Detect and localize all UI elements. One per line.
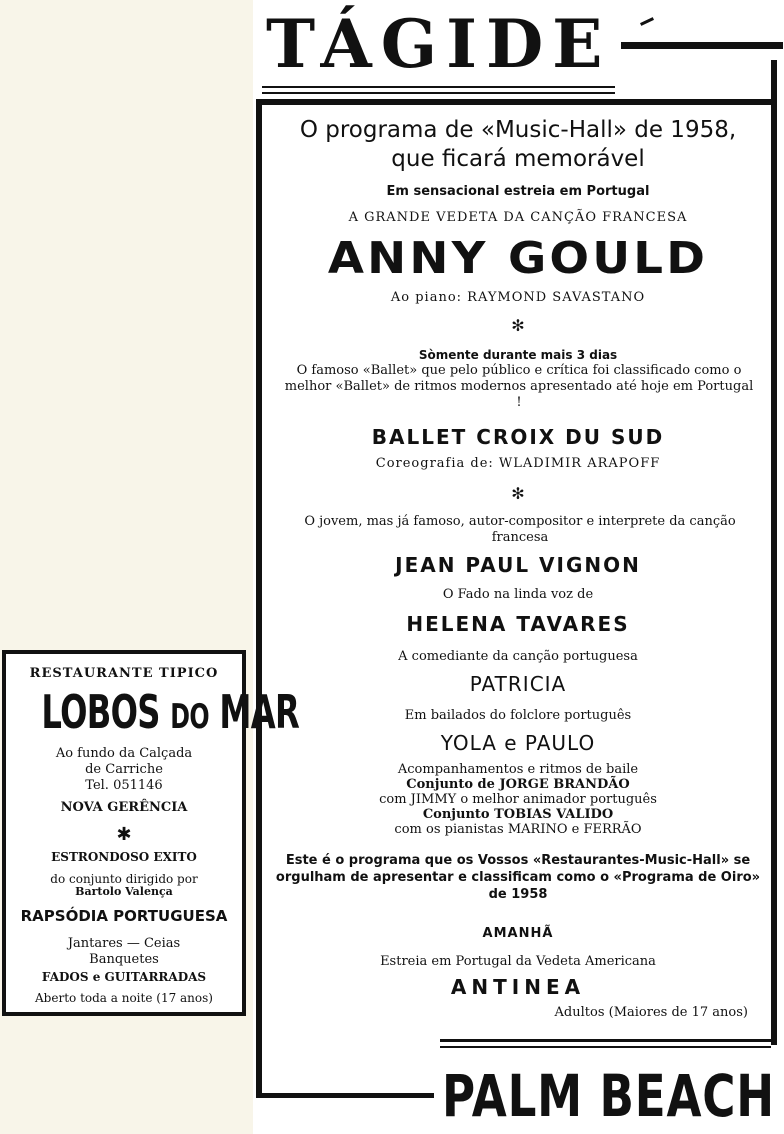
pianistas-line: com os pianistas MARINO e FERRÃO bbox=[394, 822, 642, 837]
decorative-tick bbox=[640, 17, 654, 26]
jovem-description: O jovem, mas já famoso, autor-compositor e interprete da canção francesa bbox=[304, 514, 736, 545]
rapsodia-portuguesa: RAPSÓDIA PORTUGUESA bbox=[20, 907, 228, 925]
header-rule bbox=[262, 86, 615, 88]
conjunto-line: do conjunto dirigido por bbox=[50, 872, 198, 886]
helena-tavares: HELENA TAVARES bbox=[406, 612, 630, 636]
antinea: ANTINEA bbox=[450, 975, 586, 999]
header-rule bbox=[262, 92, 615, 94]
address-line-1: Ao fundo da Calçada bbox=[55, 746, 193, 761]
do-word: DO bbox=[170, 697, 209, 737]
coreografia-line: Coreografia de: WLADIMIR ARAPOFF bbox=[375, 456, 661, 471]
banquetes: Banquetes bbox=[89, 952, 159, 967]
star-divider: ✻ bbox=[511, 316, 525, 335]
somente-line: Sòmente durante mais 3 dias bbox=[418, 348, 618, 362]
star-divider: ✱ bbox=[116, 824, 132, 845]
frame-bottom-left bbox=[256, 1093, 434, 1098]
intro-line-2: que ficará memorável bbox=[391, 146, 645, 172]
acompanhamentos-line: Acompanhamentos e ritmos de baile bbox=[397, 762, 639, 777]
frame-bottom-rule bbox=[440, 1046, 771, 1048]
telephone: Tel. 051146 bbox=[85, 778, 163, 793]
palm-beach-title: PALM BEACH bbox=[442, 1062, 775, 1130]
tagide-title: TÁGIDE bbox=[266, 5, 612, 83]
amanha-line: AMANHÃ bbox=[482, 926, 554, 941]
header-dash-rule bbox=[621, 42, 783, 49]
address-line-2: de Carriche bbox=[85, 762, 163, 777]
comediante-line: A comediante da canção portuguesa bbox=[398, 649, 638, 664]
star-divider: ✻ bbox=[511, 484, 525, 503]
nova-gerencia: NOVA GERÊNCIA bbox=[60, 800, 188, 815]
estreia-line: Em sensacional estreia em Portugal bbox=[386, 184, 650, 199]
conjunto-tobias-line: Conjunto TOBIAS VALIDO bbox=[422, 807, 614, 822]
lobos-do-mar-name bbox=[41, 685, 300, 741]
fado-line: O Fado na linda voz de bbox=[442, 587, 594, 602]
headliner-anny-gould: ANNY GOULD bbox=[327, 233, 709, 284]
bailados-line: Em bailados do folclore português bbox=[404, 708, 632, 723]
bartolo-valenca: Bartolo Valença bbox=[75, 885, 173, 898]
lobos-word: LOBOS bbox=[41, 685, 160, 739]
vedeta-line: A GRANDE VEDETA DA CANÇÃO FRANCESA bbox=[348, 210, 688, 225]
intro-line-1: O programa de «Music-Hall» de 1958, bbox=[299, 117, 737, 143]
estrondoso-exito: ESTRONDOSO EXITO bbox=[51, 850, 197, 864]
jantares-ceias: Jantares — Ceias bbox=[67, 936, 181, 951]
patricia: PATRICIA bbox=[469, 672, 567, 696]
adultos-line: Adultos (Maiores de 17 anos) bbox=[554, 1005, 748, 1020]
restaurante-tipico: RESTAURANTE TIPICO bbox=[29, 666, 219, 681]
lobos-do-mar-ad bbox=[2, 650, 300, 1016]
programa-de-oiro-statement: Este é o programa que os Vossos «Restaurantes-Music-Hall» se orgulham de apresentar e classificam como o «Programa de Oiro» de 1958 bbox=[275, 853, 761, 902]
frame-top bbox=[262, 99, 776, 105]
conjunto-brandao-line: Conjunto de JORGE BRANDÃO bbox=[406, 777, 630, 792]
yola-e-paulo: YOLA e PAULO bbox=[440, 731, 596, 755]
fados-guitarradas: FADOS e GUITARRADAS bbox=[41, 970, 207, 984]
aberto-line: Aberto toda a noite (17 anos) bbox=[35, 991, 213, 1005]
piano-line: Ao piano: RAYMOND SAVASTANO bbox=[390, 290, 646, 305]
mar-word: MAR bbox=[219, 685, 300, 739]
estreia-americana-line: Estreia em Portugal da Vedeta Americana bbox=[380, 954, 656, 969]
ballet-croix-du-sud: BALLET CROIX DU SUD bbox=[371, 425, 665, 449]
frame-right bbox=[771, 60, 777, 1045]
ballet-description: O famoso «Ballet» que pelo público e crítica foi classificado como o melhor «Ballet» de ritmos modernos apresentado até hoje em Portugal ! bbox=[284, 363, 754, 410]
jimmy-line: com JIMMY o melhor animador português bbox=[379, 792, 657, 807]
jean-paul-vignon: JEAN PAUL VIGNON bbox=[395, 553, 641, 577]
frame-bottom-rule bbox=[440, 1039, 771, 1042]
